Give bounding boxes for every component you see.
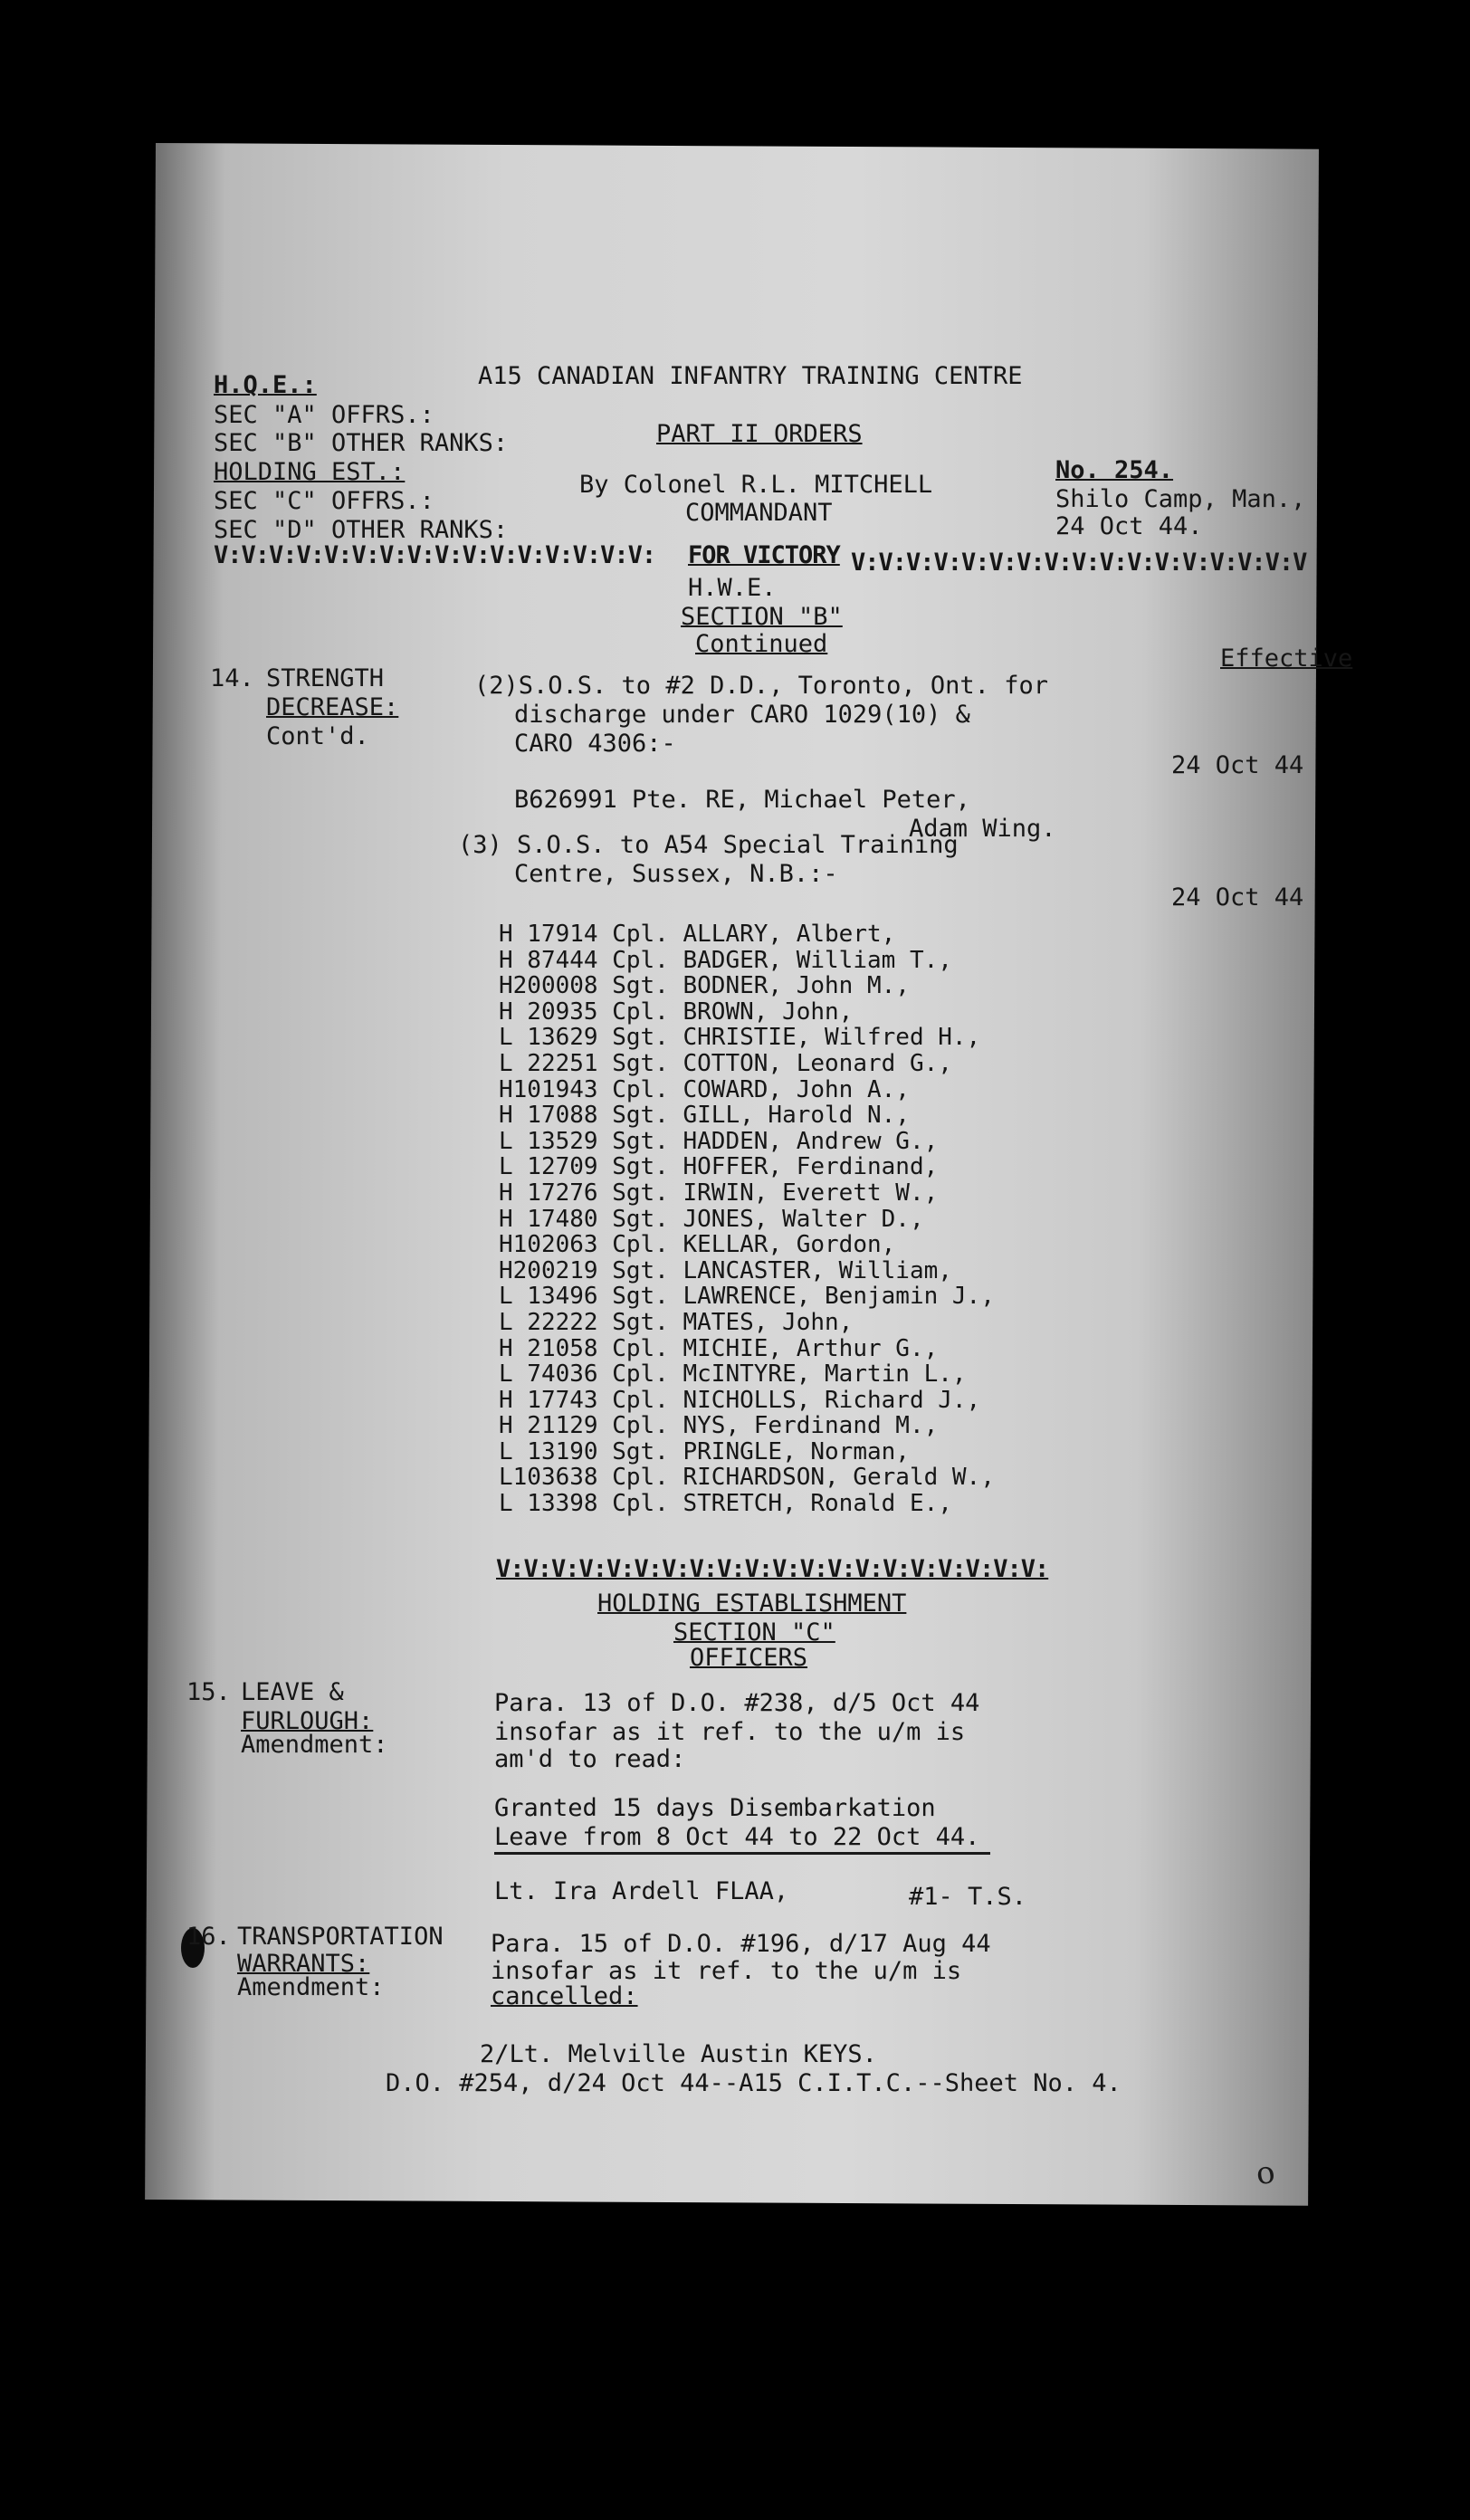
sheet-footer: D.O. #254, d/24 Oct 44--A15 C.I.T.C.--Sheet No. 4. xyxy=(386,2069,1122,2097)
item-16-line3: cancelled: xyxy=(491,1982,638,2010)
item-14-heading-3: Cont'd. xyxy=(266,722,369,750)
item-14-heading: STRENGTH xyxy=(266,664,385,692)
roster-row: L 22222 Sgt. MATES, John, xyxy=(499,1308,854,1336)
item-16-line1: Para. 15 of D.O. #196, d/17 Aug 44 xyxy=(491,1930,991,1958)
item-15-person: Lt. Ira Ardell FLAA, xyxy=(494,1877,789,1905)
roster-row: L103638 Cpl. RICHARDSON, Gerald W., xyxy=(499,1464,995,1492)
item-15-granted-line1: Granted 15 days Disembarkation xyxy=(494,1794,936,1822)
item-14-para3-line2: Centre, Sussex, N.B.:- xyxy=(514,860,838,888)
item-14-para2-person-cont: Adam Wing. xyxy=(909,815,1056,843)
item-15-heading: LEAVE & xyxy=(241,1678,344,1706)
item-14-para3-effective: 24 Oct 44 xyxy=(1171,883,1304,912)
item-16-person: 2/Lt. Melville Austin KEYS. xyxy=(480,2040,877,2068)
distribution-holding-est: HOLDING EST.: xyxy=(214,458,406,486)
item-16-heading: TRANSPORTATION xyxy=(237,1923,444,1951)
item-16-heading-3: Amendment: xyxy=(237,1973,385,2001)
distribution-sec-a: SEC "A" OFFRS.: xyxy=(214,401,434,429)
roster-row: L 13398 Cpl. STRETCH, Ronald E., xyxy=(499,1490,952,1518)
item-16-line2: insofar as it ref. to the u/m is xyxy=(491,1957,962,1985)
roster-row: H200219 Sgt. LANCASTER, William, xyxy=(499,1256,952,1284)
roster-row: H 21129 Cpl. NYS, Ferdinand M., xyxy=(499,1412,939,1440)
section-b-continued: Continued xyxy=(695,630,828,658)
roster-row: H102063 Cpl. KELLAR, Gordon, xyxy=(499,1231,896,1259)
item-14-heading-2: DECREASE: xyxy=(266,693,399,721)
roster-row: L 22251 Sgt. COTTON, Leonard G., xyxy=(499,1049,952,1077)
item-14-para2-line1: (2)S.O.S. to #2 D.D., Toronto, Ont. for xyxy=(474,672,1048,700)
item-15-status: #1- T.S. xyxy=(909,1883,1027,1911)
item-14-para2-line2: discharge under CARO 1029(10) & xyxy=(514,701,970,729)
item-15-heading-3: Amendment: xyxy=(241,1731,388,1759)
item-14-number: 14. xyxy=(210,664,254,692)
item-15-number: 15. xyxy=(186,1678,231,1706)
distribution-sec-c: SEC "C" OFFRS.: xyxy=(214,487,434,515)
roster-row: L 13629 Sgt. CHRISTIE, Wilfred H., xyxy=(499,1024,981,1052)
roster-row: L 12709 Sgt. HOFFER, Ferdinand, xyxy=(499,1153,939,1181)
item-16-number: 16. xyxy=(186,1923,231,1951)
roster-row: H101943 Cpl. COWARD, John A., xyxy=(499,1075,910,1103)
roster-row: H 20935 Cpl. BROWN, John, xyxy=(499,998,854,1026)
order-location: Shilo Camp, Man., xyxy=(1055,485,1306,513)
roster-row: H 17743 Cpl. NICHOLLS, Richard J., xyxy=(499,1386,981,1414)
roster-row: H 17480 Sgt. JONES, Walter D., xyxy=(499,1205,924,1233)
roster-row: H 17088 Sgt. GILL, Harold N., xyxy=(499,1102,910,1130)
page-title: PART II ORDERS xyxy=(656,420,863,448)
item-15-heading-2: FURLOUGH: xyxy=(241,1707,374,1735)
order-number: No. 254. xyxy=(1055,456,1174,484)
distribution-hqe: H.Q.E.: xyxy=(214,371,317,399)
granted-underline xyxy=(494,1852,990,1855)
roster-row: L 13190 Sgt. PRINGLE, Norman, xyxy=(499,1437,910,1465)
by-line: By Colonel R.L. MITCHELL xyxy=(579,471,933,499)
roster-row: H 17276 Sgt. IRWIN, Everett W., xyxy=(499,1179,939,1207)
roster-row: L 74036 Cpl. McINTYRE, Martin L., xyxy=(499,1360,967,1389)
unit-name: A15 CANADIAN INFANTRY TRAINING CENTRE xyxy=(478,362,1023,390)
section-c-officers: OFFICERS xyxy=(690,1644,808,1672)
section-c-title: HOLDING ESTABLISHMENT xyxy=(597,1589,907,1618)
effective-label: Effective xyxy=(1220,644,1353,673)
roster-row: H200008 Sgt. BODNER, John M., xyxy=(499,972,910,1000)
distribution-sec-b: SEC "B" OTHER RANKS: xyxy=(214,429,509,457)
soldier-roster xyxy=(499,921,995,1517)
divider-left: V:V:V:V:V:V:V:V:V:V:V:V:V:V:V:V: xyxy=(214,541,656,569)
roster-row: H 87444 Cpl. BADGER, William T., xyxy=(499,946,952,974)
section-b-title: H.W.E. xyxy=(688,574,777,602)
roster-row: H 21058 Cpl. MICHIE, Arthur G., xyxy=(499,1334,939,1362)
divider-middle: V:V:V:V:V:V:V:V:V:V:V:V:V:V:V:V:V:V:V:V: xyxy=(496,1555,1049,1583)
order-date: 24 Oct 44. xyxy=(1055,512,1203,540)
section-c-subtitle: SECTION "C" xyxy=(673,1618,835,1647)
item-14-para3-line1: (3) S.O.S. to A54 Special Training xyxy=(458,831,959,859)
handwritten-mark: o xyxy=(1254,2153,1278,2193)
item-14-para2-line3: CARO 4306:- xyxy=(514,730,676,758)
by-role: COMMANDANT xyxy=(685,499,833,527)
roster-row: H 17914 Cpl. ALLARY, Albert, xyxy=(499,921,896,948)
distribution-sec-d: SEC "D" OTHER RANKS: xyxy=(214,516,509,544)
section-b-subtitle: SECTION "B" xyxy=(681,603,843,631)
roster-row: L 13529 Sgt. HADDEN, Andrew G., xyxy=(499,1127,939,1155)
divider-right: V:V:V:V:V:V:V:V:V:V:V:V:V:V:V:V:V xyxy=(851,549,1307,577)
item-15-line2: insofar as it ref. to the u/m is xyxy=(494,1718,966,1746)
item-14-para2-effective: 24 Oct 44 xyxy=(1171,751,1304,779)
item-15-line1: Para. 13 of D.O. #238, d/5 Oct 44 xyxy=(494,1689,980,1717)
item-14-para2-person: B626991 Pte. RE, Michael Peter, xyxy=(514,786,970,814)
item-16-heading-2: WARRANTS: xyxy=(237,1950,370,1978)
divider-motto: FOR VICTORY xyxy=(688,541,840,569)
item-15-line3: am'd to read: xyxy=(494,1745,686,1773)
roster-row: L 13496 Sgt. LAWRENCE, Benjamin J., xyxy=(499,1283,995,1311)
item-15-granted-line2: Leave from 8 Oct 44 to 22 Oct 44. xyxy=(494,1823,980,1851)
